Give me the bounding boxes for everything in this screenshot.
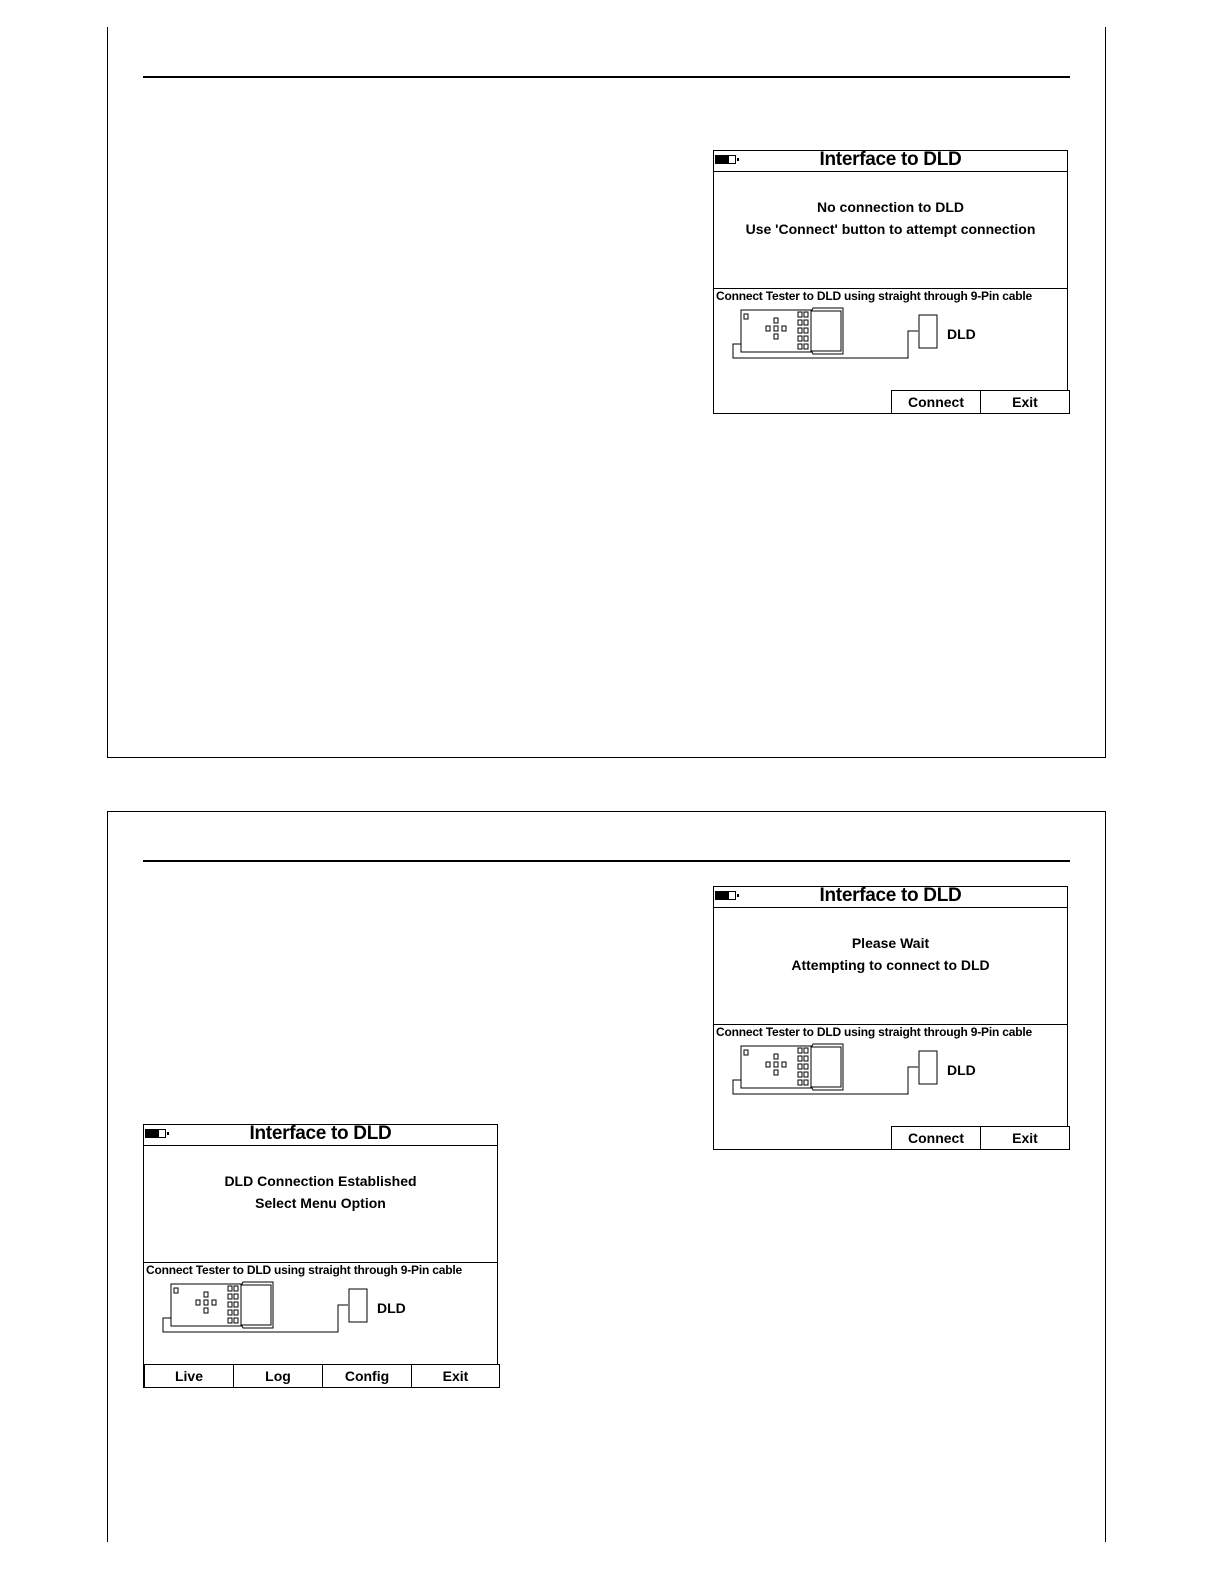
status-instruction: Attempting to connect to DLD [791,957,990,973]
title-bar [714,151,1067,172]
dld-device-icon [919,1051,937,1084]
connection-instruction: Connect Tester to DLD using straight through 9-Pin cable [146,1263,462,1277]
dld-screen-connecting [713,886,1068,1150]
status-instruction: Use 'Connect' button to attempt connection [745,221,1036,237]
dld-screen-connected [143,1124,498,1388]
dld-device-icon [349,1289,367,1322]
screen-title: Interface to DLD [819,149,962,170]
page-border-top-bottom [107,811,1106,812]
exit-button[interactable]: Exit [411,1364,500,1388]
page-border-left-top [107,27,108,758]
config-button[interactable]: Config [322,1364,412,1388]
page-border-left-bottom [107,811,108,1542]
header-rule-bottom [143,860,1070,862]
tester-device-icon [171,1282,273,1328]
connect-button[interactable]: Connect [891,390,981,414]
tester-device-icon [741,308,843,354]
live-button[interactable]: Live [144,1364,234,1388]
title-bar [144,1125,497,1146]
status-message: No connection to DLD [817,199,964,215]
status-message: DLD Connection Established [224,1173,417,1189]
connection-diagram [730,306,945,366]
exit-button[interactable]: Exit [980,1126,1070,1150]
button-bar [892,390,1070,414]
screen-title: Interface to DLD [249,1123,392,1144]
page-border-right-bottom [1105,811,1106,1542]
button-bar [144,1364,500,1388]
dld-device-icon [919,315,937,348]
button-bar [892,1126,1070,1150]
title-bar [714,887,1067,908]
page-border-bottom-top [107,757,1106,758]
dld-label: DLD [947,326,976,342]
connect-button[interactable]: Connect [891,1126,981,1150]
header-rule-top [143,76,1070,78]
connection-diagram [160,1280,375,1340]
tester-device-icon [741,1044,843,1090]
connection-diagram [730,1042,945,1102]
dld-screen-no-connection [713,150,1068,414]
page-border-right-top [1105,27,1106,758]
log-button[interactable]: Log [233,1364,323,1388]
connection-instruction: Connect Tester to DLD using straight through 9-Pin cable [716,289,1032,303]
status-message: Please Wait [851,935,930,951]
exit-button[interactable]: Exit [980,390,1070,414]
screen-title: Interface to DLD [819,885,962,906]
connection-instruction: Connect Tester to DLD using straight through 9-Pin cable [716,1025,1032,1039]
dld-label: DLD [947,1062,976,1078]
dld-label: DLD [377,1300,406,1316]
status-instruction: Select Menu Option [255,1195,386,1211]
